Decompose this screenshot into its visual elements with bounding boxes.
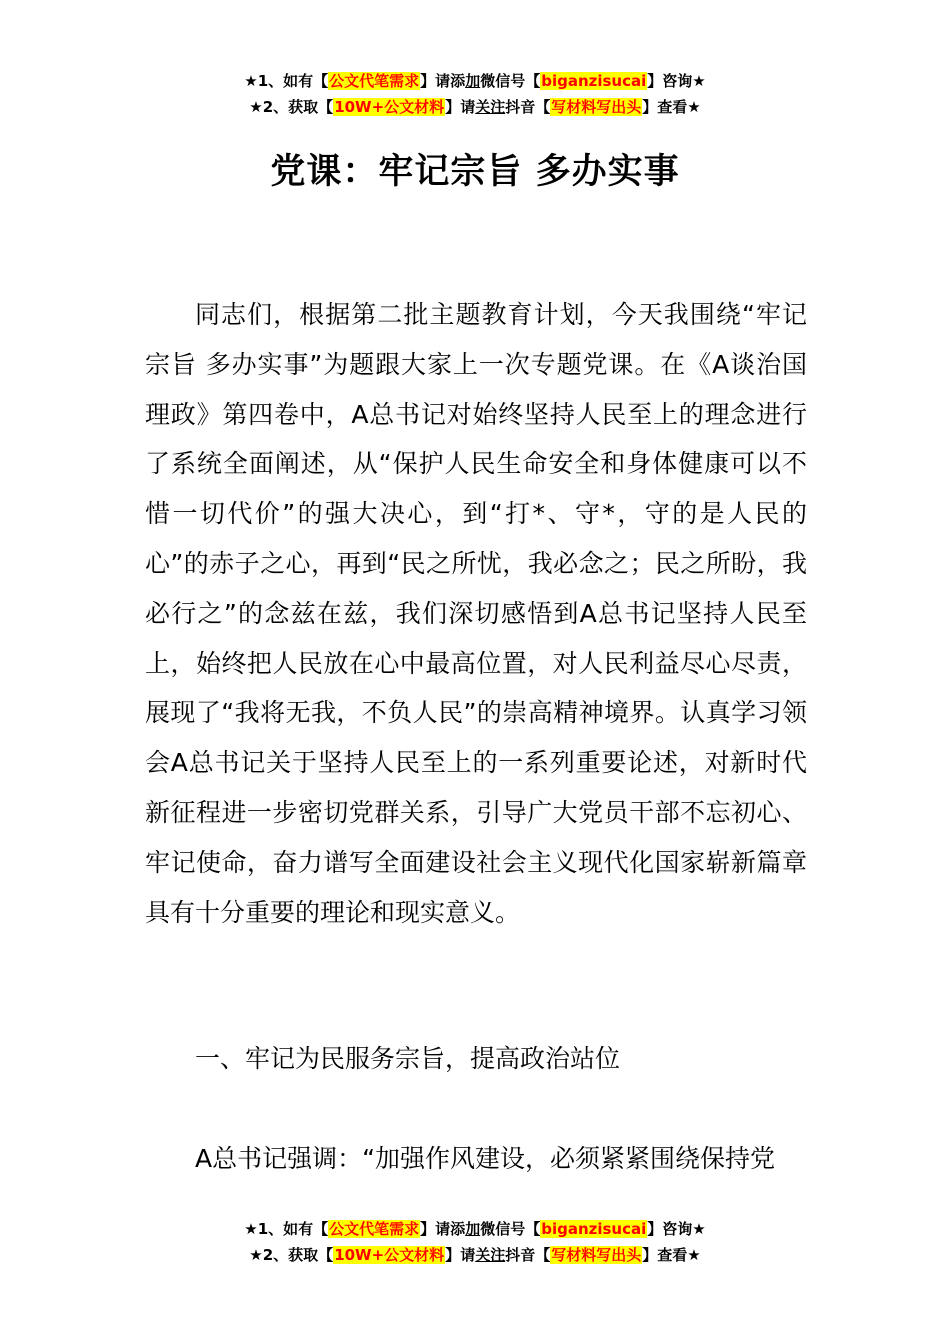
highlight-douyin-account: 写材料写出头: [551, 1246, 642, 1264]
banner-text: ★1、如有【: [244, 72, 329, 90]
header-banner: [0, 68, 950, 120]
banner-text: ★2、获取【: [249, 1246, 334, 1264]
banner-text: 微信号【: [480, 1220, 541, 1238]
banner-line-1: [0, 68, 950, 94]
banner-text: 】咨询★: [647, 1220, 706, 1238]
banner-emphasis: 关注: [475, 1246, 506, 1264]
highlight-materials: 10W+公文材料: [334, 1246, 445, 1264]
banner-line-2: [0, 1242, 950, 1268]
highlight-wechat-id: biganzisucai: [541, 1220, 647, 1238]
banner-text: ★1、如有【: [244, 1220, 329, 1238]
paragraph-intro: 同志们，根据第二批主题教育计划，今天我围绕“牢记宗旨 多办实事”为题跟大家上一次专题党课。在《A谈治国理政》第四卷中，A总书记对始终坚持人民至上的理念进行了系统全面阐述，从“保护人民生命安全和身体健康可以不惜一切代价”的强大决心，到“打*、守*，守的是人民的心”的赤子之心，再到“民之所忧，我必念之；民之所盼，我必行之”的念兹在兹，我们深切感悟到A总书记坚持人民至上，始终把人民放在心中最高位置，对人民利益尽心尽责，展现了“我将无我，不负人民”的崇高精神境界。认真学习领会A总书记关于坚持人民至上的一系列重要论述，对新时代新征程进一步密切党群关系，引导广大党员干部不忘初心、牢记使命，奋力谱写全面建设社会主义现代化国家崭新篇章具有十分重要的理论和现实意义。: [145, 300, 807, 927]
banner-text: 抖音【: [505, 1246, 551, 1264]
banner-text: 抖音【: [505, 98, 551, 116]
banner-emphasis: 加: [465, 72, 481, 90]
banner-text: 】请: [445, 1246, 476, 1264]
highlight-ghostwriting: 公文代笔需求: [329, 1220, 420, 1238]
highlight-wechat-id: biganzisucai: [541, 72, 647, 90]
banner-text: 微信号【: [480, 72, 541, 90]
banner-text: 】咨询★: [647, 72, 706, 90]
highlight-ghostwriting: 公文代笔需求: [329, 72, 420, 90]
banner-text: ★2、获取【: [249, 98, 334, 116]
paragraph-section-1: A总书记强调：“加强作风建设，必须紧紧围绕保持党: [195, 1144, 776, 1173]
banner-line-1: [0, 1216, 950, 1242]
highlight-douyin-account: 写材料写出头: [551, 98, 642, 116]
banner-line-2: [0, 94, 950, 120]
banner-text: 】请添: [420, 1220, 466, 1238]
banner-text: 】请: [445, 98, 476, 116]
document-title: 党课：牢记宗旨 多办实事: [270, 152, 680, 192]
banner-text: 】请添: [420, 72, 466, 90]
banner-emphasis: 关注: [475, 98, 506, 116]
banner-emphasis: 加: [465, 1220, 481, 1238]
footer-banner: [0, 1216, 950, 1268]
highlight-materials: 10W+公文材料: [334, 98, 445, 116]
section-heading-1: 一、牢记为民服务宗旨，提高政治站位: [195, 1044, 621, 1073]
banner-text: 】查看★: [642, 98, 701, 116]
banner-text: 】查看★: [642, 1246, 701, 1264]
